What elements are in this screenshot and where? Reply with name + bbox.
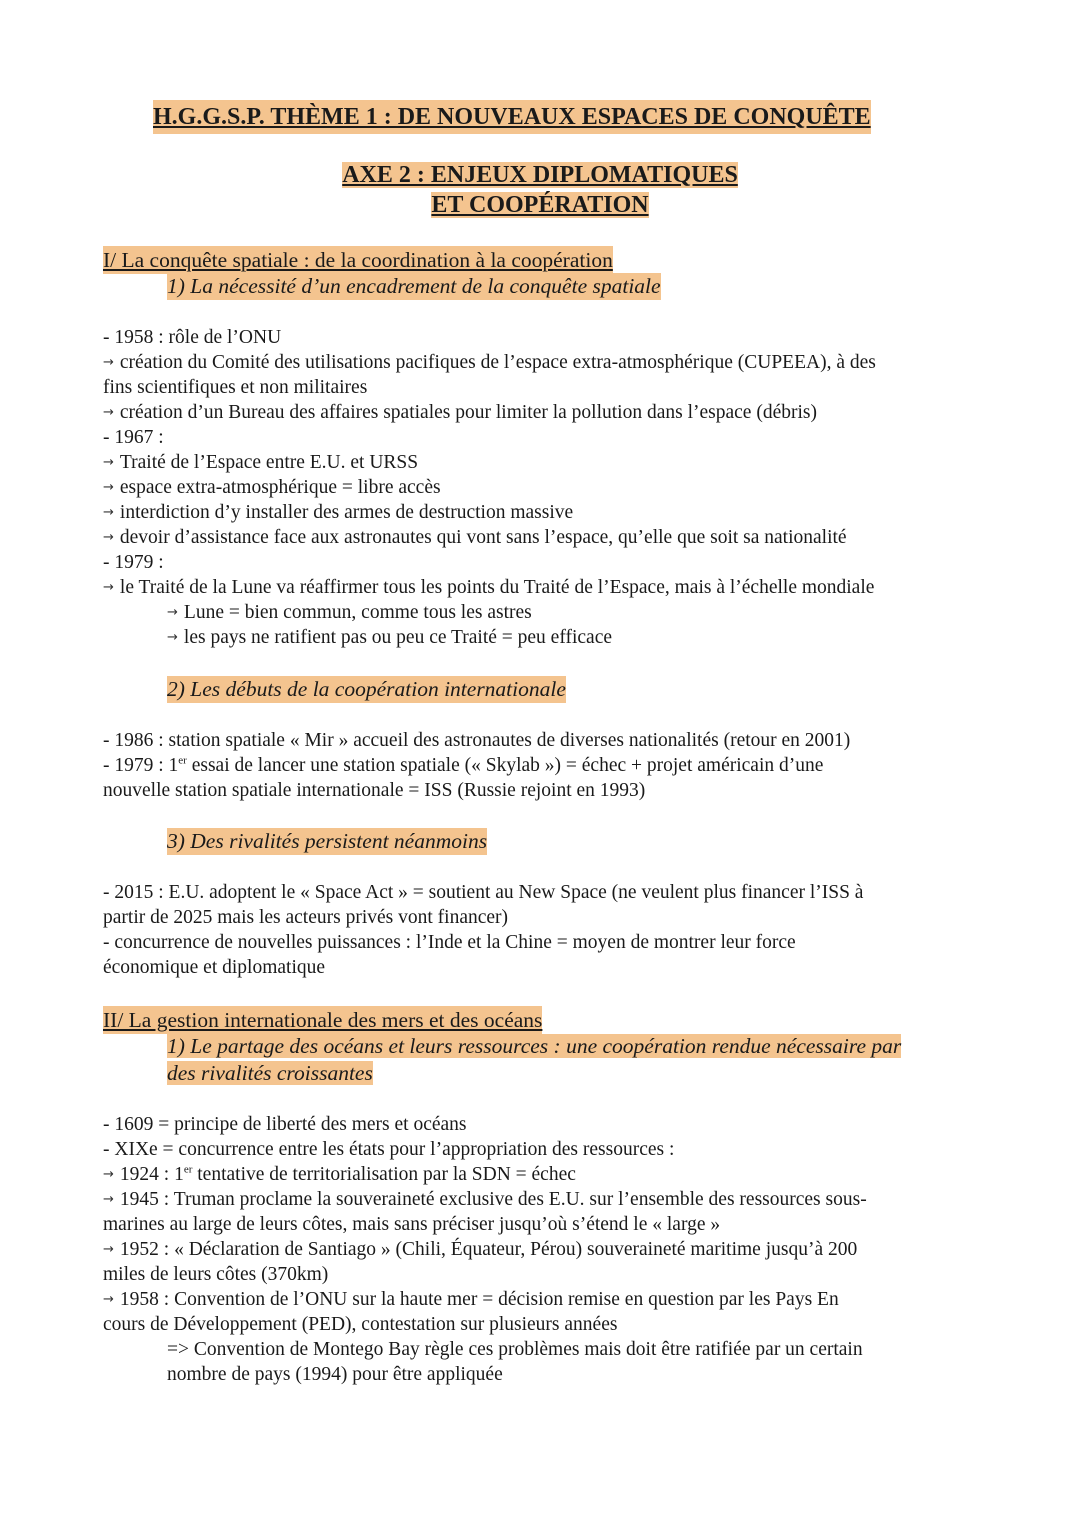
arrow-line: → Lune = bien commun, comme tous les astres bbox=[167, 602, 532, 623]
arrow-line: → devoir d’assistance face aux astronautes qui vont sans l’espace, qu’elle que soit sa nationalité bbox=[103, 527, 847, 548]
text-line: - concurrence de nouvelles puissances : l’Inde et la Chine = moyen de montrer leur force bbox=[103, 932, 796, 953]
text-line: - 1979 : bbox=[103, 552, 164, 573]
section2-sub1-title bbox=[167, 1033, 901, 1087]
arrow-icon: → bbox=[103, 1292, 114, 1307]
text-line: nombre de pays (1994) pour être appliquée bbox=[167, 1364, 503, 1385]
arrow-icon: → bbox=[103, 480, 114, 495]
text-line: - 1979 : 1er essai de lancer une station spatiale (« Skylab ») = échec + projet américain d’une bbox=[103, 754, 824, 776]
arrow-icon: → bbox=[167, 605, 178, 620]
arrow-line: → interdiction d’y installer des armes de destruction massive bbox=[103, 502, 574, 523]
text-line: marines au large de leurs côtes, mais sans préciser jusqu’où s’étend le « large » bbox=[103, 1214, 721, 1235]
text-line: partir de 2025 mais les acteurs privés vont financer) bbox=[103, 907, 509, 928]
arrow-line: → les pays ne ratifient pas ou peu ce Traité = peu efficace bbox=[167, 627, 613, 648]
section1-sub2-body bbox=[103, 728, 983, 803]
axe-title-line2: ET COOPÉRATION bbox=[431, 192, 649, 218]
text-line: - XIXe = concurrence entre les états pour l’appropriation des ressources : bbox=[103, 1139, 675, 1160]
text-line: - 2015 : E.U. adoptent le « Space Act » = soutient au New Space (ne veulent plus financer l’ISS à bbox=[103, 882, 864, 903]
text-line: cours de Développement (PED), contestation sur plusieurs années bbox=[103, 1314, 618, 1335]
section1-sub3-body bbox=[103, 880, 983, 980]
axe-title-line1: AXE 2 : ENJEUX DIPLOMATIQUES bbox=[342, 162, 738, 188]
section2-sub1-title-line2: des rivalités croissantes bbox=[167, 1061, 373, 1085]
section1-sub3-title: 3) Des rivalités persistent néanmoins bbox=[167, 829, 488, 853]
arrow-line: → 1945 : Truman proclame la souveraineté exclusive des E.U. sur l’ensemble des ressources sous- bbox=[103, 1189, 867, 1210]
arrow-icon: → bbox=[103, 1167, 114, 1182]
arrow-line: → le Traité de la Lune va réaffirmer tous les points du Traité de l’Espace, mais à l’échelle mondiale bbox=[103, 577, 875, 598]
text-line: nouvelle station spatiale internationale = ISS (Russie rejoint en 1993) bbox=[103, 780, 646, 801]
section1-sub2-title: 2) Les débuts de la coopération internationale bbox=[167, 677, 566, 701]
arrow-icon: → bbox=[103, 505, 114, 520]
arrow-icon: → bbox=[103, 1192, 114, 1207]
arrow-line: → création d’un Bureau des affaires spatiales pour limiter la pollution dans l’espace (débris) bbox=[103, 402, 817, 423]
section2-title: II/ La gestion internationale des mers et des océans bbox=[103, 1008, 543, 1032]
document-title: H.G.G.S.P. THÈME 1 : DE NOUVEAUX ESPACES DE CONQUÊTE bbox=[153, 100, 871, 134]
arrow-icon: → bbox=[167, 630, 178, 645]
arrow-line: → 1952 : « Déclaration de Santiago » (Chili, Équateur, Pérou) souveraineté maritime jusqu’à 200 bbox=[103, 1239, 858, 1260]
arrow-icon: → bbox=[103, 1242, 114, 1257]
section2-sub1-title-line1: 1) Le partage des océans et leurs ressources : une coopération rendue nécessaire par bbox=[167, 1034, 902, 1058]
arrow-line: → Traité de l’Espace entre E.U. et URSS bbox=[103, 452, 419, 473]
arrow-icon: → bbox=[103, 405, 114, 420]
text-line: miles de leurs côtes (370km) bbox=[103, 1264, 329, 1285]
text-line: - 1958 : rôle de l’ONU bbox=[103, 327, 282, 348]
section2-sub1-body bbox=[103, 1112, 983, 1387]
arrow-line: → création du Comité des utilisations pacifiques de l’espace extra-atmosphérique (CUPEEA), à des bbox=[103, 352, 876, 373]
text-line: fins scientifiques et non militaires bbox=[103, 377, 368, 398]
arrow-icon: → bbox=[103, 580, 114, 595]
arrow-icon: → bbox=[103, 530, 114, 545]
arrow-icon: → bbox=[103, 455, 114, 470]
section1-title: I/ La conquête spatiale : de la coordination à la coopération bbox=[103, 248, 613, 272]
text-line: => Convention de Montego Bay règle ces problèmes mais doit être ratifiée par un certain bbox=[167, 1339, 863, 1360]
text-line: - 1986 : station spatiale « Mir » accueil des astronautes de diverses nationalités (retour en 2001) bbox=[103, 730, 851, 751]
arrow-line: → 1924 : 1er tentative de territorialisation par la SDN = échec bbox=[103, 1163, 576, 1185]
arrow-line: → espace extra-atmosphérique = libre accès bbox=[103, 477, 441, 498]
arrow-icon: → bbox=[103, 355, 114, 370]
section1-sub1-title: 1) La nécessité d’un encadrement de la conquête spatiale bbox=[167, 274, 661, 298]
text-line: - 1609 = principe de liberté des mers et océans bbox=[103, 1114, 467, 1135]
text-line: économique et diplomatique bbox=[103, 957, 326, 978]
text-line: - 1967 : bbox=[103, 427, 164, 448]
arrow-line: → 1958 : Convention de l’ONU sur la haute mer = décision remise en question par les Pays En bbox=[103, 1289, 839, 1310]
section1-sub1-body bbox=[103, 325, 983, 650]
axe-title bbox=[0, 160, 1080, 220]
